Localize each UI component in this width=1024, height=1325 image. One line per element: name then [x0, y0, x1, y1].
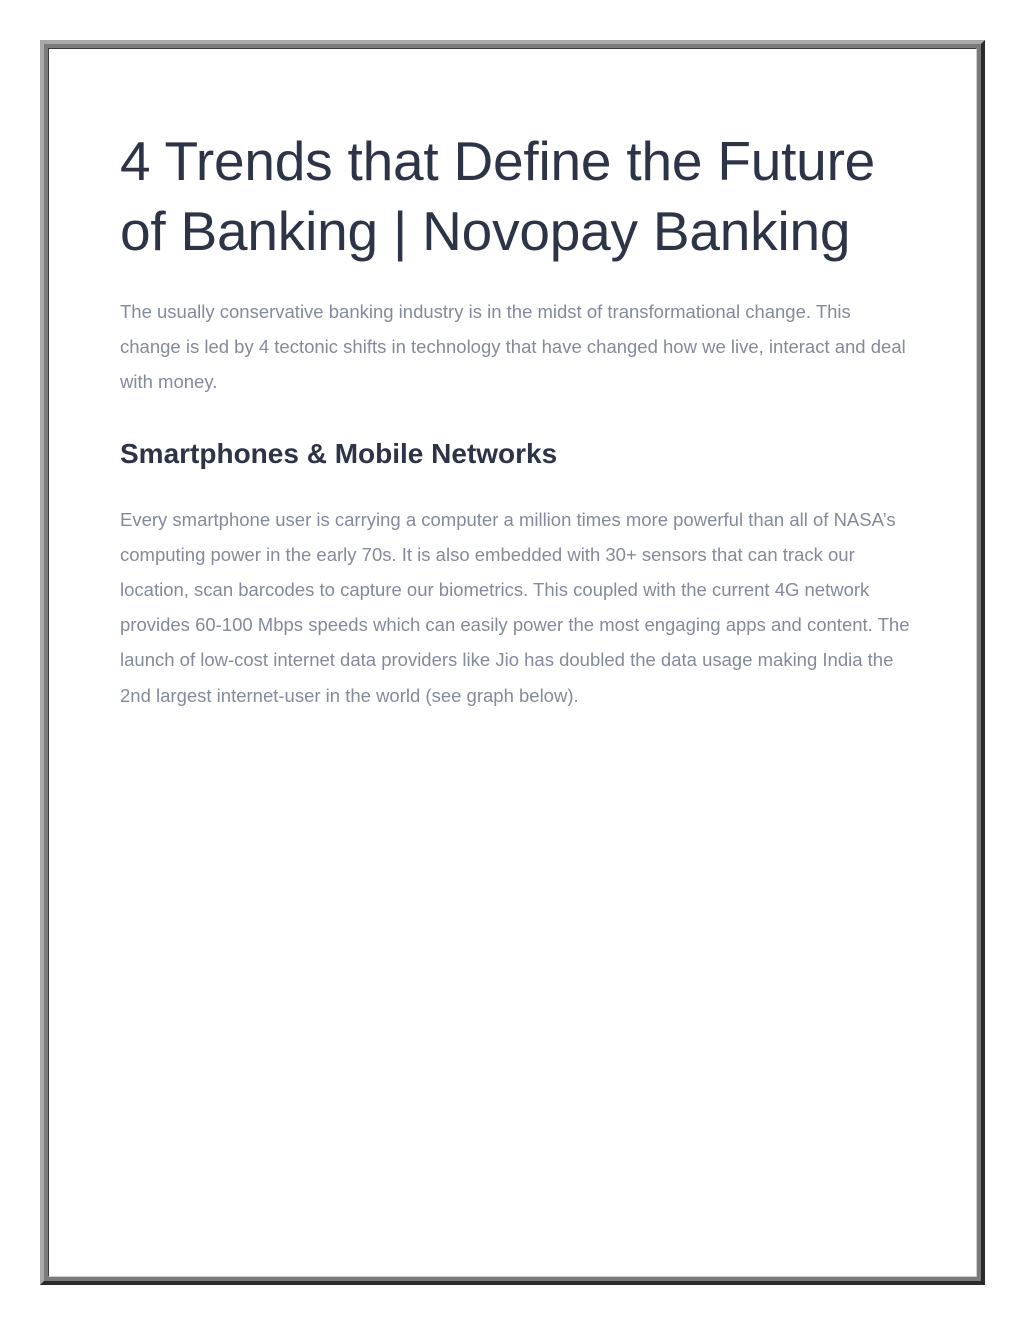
- intro-paragraph: The usually conservative banking industry is in the midst of transformational change. This change is led by 4 tectonic shifts in technology that have changed how we live, interact and deal with money.: [120, 301, 906, 393]
- section-body-smartphones: Every smartphone user is carrying a computer a million times more powerful than all of NASA’s computing power in the early 70s. It is also embedded with 30+ sensors that can track our location, scan barcodes to capture our biometrics. This coupled with the current 4G network provides 60-100 Mbps speeds which can easily power the most engaging apps and content. The launch of low-cost internet data providers like Jio has doubled the data usage making India the 2nd largest internet-user in the world (see graph below).: [120, 508, 910, 706]
- document-content: [120, 126, 910, 713]
- document-title: 4 Trends that Define the Future of Banking | Novopay Banking: [120, 130, 876, 262]
- section-heading-smartphones: Smartphones & Mobile Networks: [120, 437, 558, 469]
